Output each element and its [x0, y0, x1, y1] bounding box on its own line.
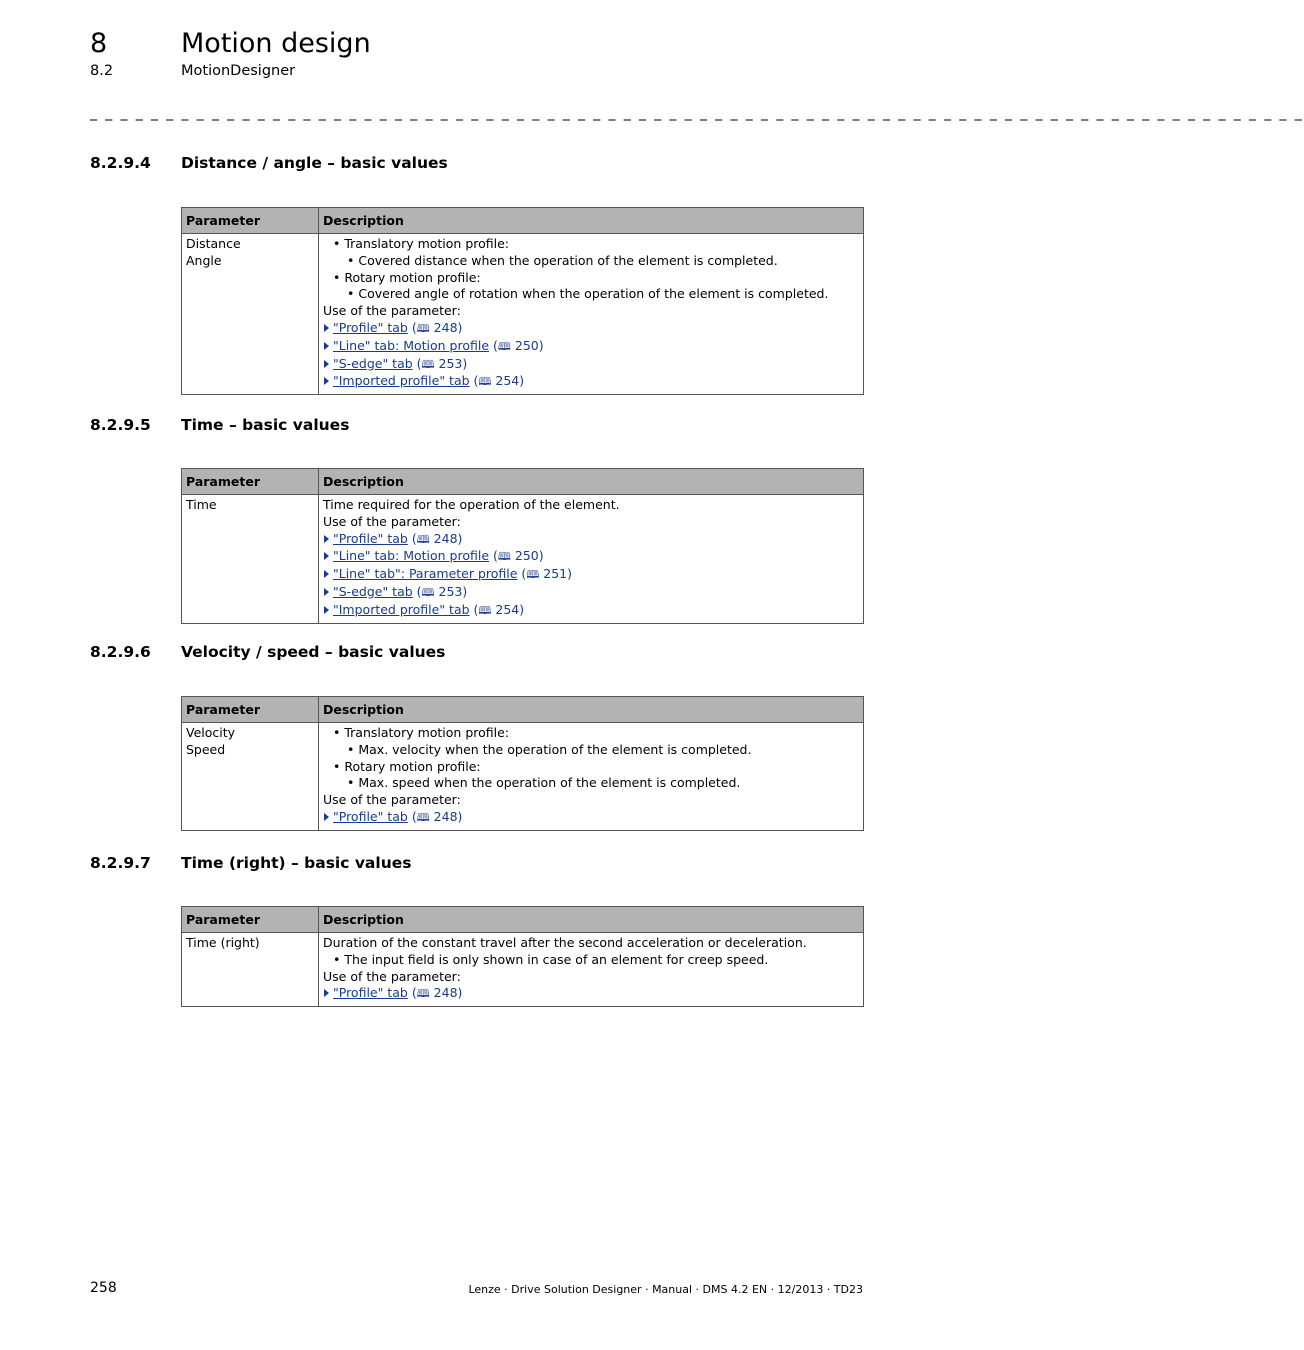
- bullet-icon: •: [347, 252, 359, 268]
- table-row: [182, 495, 864, 624]
- book-icon: 🕮: [526, 568, 540, 582]
- triangle-arrow-icon: [324, 570, 329, 578]
- page-reference[interactable]: 248: [433, 530, 458, 546]
- chapter-number: 8: [90, 28, 108, 59]
- parameter-name: Speed: [186, 741, 226, 757]
- cross-reference-link[interactable]: "Imported profile" tab (🕮 254): [323, 373, 859, 391]
- book-icon: 🕮: [416, 321, 430, 335]
- triangle-arrow-icon: [324, 324, 329, 332]
- triangle-arrow-icon: [324, 606, 329, 614]
- bullet-icon: •: [347, 286, 359, 302]
- parameter-cell: [182, 234, 319, 395]
- section-heading-title: Time (right) – basic values: [181, 854, 412, 872]
- description-cell: [319, 723, 864, 831]
- page-reference[interactable]: 250: [514, 548, 539, 564]
- description-text: [323, 935, 859, 952]
- bullet-text: Max. velocity when the operation of the element is completed.: [358, 741, 752, 757]
- page-reference[interactable]: 254: [495, 373, 520, 389]
- footer-document-info: Lenze · Drive Solution Designer · Manual · DMS 4.2 EN · 12/2013 · TD23: [468, 1283, 863, 1296]
- bullet-item: [323, 253, 859, 270]
- triangle-arrow-icon: [324, 342, 329, 350]
- page-reference[interactable]: 248: [433, 985, 458, 1001]
- parameter-name: Time (right): [186, 935, 260, 950]
- book-icon: 🕮: [416, 810, 430, 824]
- parameter-name: Distance: [186, 236, 241, 251]
- book-icon: 🕮: [421, 585, 435, 599]
- page-reference[interactable]: 250: [514, 337, 539, 353]
- table-header-row: [182, 469, 864, 495]
- bullet-item: [323, 742, 859, 759]
- bullet-text: Translatory motion profile:: [344, 236, 510, 251]
- section-heading-number: 8.2.9.5: [90, 416, 151, 434]
- bullet-text: Duration of the constant travel after the second acceleration or deceleration.: [323, 935, 807, 950]
- parameter-name: Velocity: [186, 725, 236, 740]
- table-header-row: [182, 208, 864, 234]
- page-reference[interactable]: 248: [433, 319, 458, 335]
- link-text[interactable]: "Line" tab: Motion profile: [333, 337, 490, 353]
- description-cell: [319, 933, 864, 1007]
- section-heading: [90, 416, 864, 436]
- description-text: [323, 969, 859, 986]
- description-text: [323, 497, 859, 514]
- bullet-item: [323, 725, 859, 742]
- cross-reference-link[interactable]: "Profile" tab (🕮 248): [323, 809, 859, 827]
- description-cell: [319, 495, 864, 624]
- bullet-text: Use of the parameter:: [323, 968, 461, 984]
- page-reference[interactable]: 254: [495, 601, 520, 617]
- section-heading: [90, 154, 864, 174]
- bullet-text: Rotary motion profile:: [344, 269, 481, 285]
- bullet-icon: •: [333, 951, 345, 967]
- bullet-text: Rotary motion profile:: [344, 758, 481, 774]
- cross-reference-link[interactable]: "Line" tab: Motion profile (🕮 250): [323, 548, 859, 566]
- cross-reference-link[interactable]: "S-edge" tab (🕮 253): [323, 584, 859, 602]
- bullet-icon: •: [333, 269, 345, 285]
- column-header-description: Description: [319, 469, 864, 495]
- book-icon: 🕮: [421, 357, 435, 371]
- parameter-cell: [182, 723, 319, 831]
- bullet-item: [323, 286, 859, 303]
- link-text[interactable]: "Line" tab: Motion profile: [333, 548, 490, 564]
- parameter-table: [181, 906, 864, 1007]
- book-icon: 🕮: [497, 339, 511, 353]
- cross-reference-link[interactable]: "Profile" tab (🕮 248): [323, 531, 859, 549]
- section-heading-title: Time – basic values: [181, 416, 350, 434]
- section-velocity-speed: [90, 643, 864, 824]
- cross-reference-link[interactable]: "Imported profile" tab (🕮 254): [323, 602, 859, 620]
- section-heading: [90, 854, 864, 874]
- cross-reference-link[interactable]: "Line" tab": Parameter profile (🕮 251): [323, 566, 859, 584]
- parameter-table: [181, 696, 864, 831]
- section-heading-number: 8.2.9.7: [90, 854, 151, 872]
- column-header-description: Description: [319, 208, 864, 234]
- section-heading-number: 8.2.9.6: [90, 643, 151, 661]
- section-heading-title: Distance / angle – basic values: [181, 154, 448, 172]
- bullet-item: [323, 775, 859, 792]
- description-text: [323, 303, 859, 320]
- description-text: [323, 792, 859, 809]
- parameter-table: [181, 468, 864, 624]
- table-row: [182, 723, 864, 831]
- bullet-icon: •: [333, 758, 345, 774]
- cross-reference-link[interactable]: "Line" tab: Motion profile (🕮 250): [323, 338, 859, 356]
- description-cell: [319, 234, 864, 395]
- link-text[interactable]: "Profile" tab: [333, 985, 408, 1001]
- triangle-arrow-icon: [324, 552, 329, 560]
- link-text[interactable]: "Imported profile" tab: [333, 373, 470, 389]
- triangle-arrow-icon: [324, 535, 329, 543]
- triangle-arrow-icon: [324, 360, 329, 368]
- footer-page-number: 258: [90, 1280, 117, 1296]
- link-text[interactable]: "Line" tab": Parameter profile: [333, 566, 518, 582]
- column-header-parameter: Parameter: [182, 469, 319, 495]
- book-icon: 🕮: [416, 532, 430, 546]
- parameter-name: Time: [186, 497, 217, 512]
- bullet-item: [323, 270, 859, 287]
- section-heading-number: 8.2.9.4: [90, 154, 151, 172]
- bullet-icon: •: [333, 236, 345, 251]
- bullet-text: Use of the parameter:: [323, 792, 461, 808]
- parameter-cell: [182, 933, 319, 1007]
- table-row: [182, 234, 864, 395]
- triangle-arrow-icon: [324, 377, 329, 385]
- book-icon: 🕮: [497, 550, 511, 564]
- column-header-parameter: Parameter: [182, 208, 319, 234]
- bullet-icon: •: [333, 725, 345, 740]
- bullet-item: [323, 759, 859, 776]
- page-reference[interactable]: 248: [433, 808, 458, 824]
- book-icon: 🕮: [416, 987, 430, 1001]
- bullet-text: Time required for the operation of the element.: [323, 497, 620, 512]
- cross-reference-link[interactable]: "Profile" tab (🕮 248): [323, 320, 859, 338]
- page-reference[interactable]: 253: [438, 583, 463, 599]
- link-text[interactable]: "Profile" tab: [333, 808, 408, 824]
- link-text[interactable]: "Profile" tab: [333, 319, 408, 335]
- column-header-description: Description: [319, 697, 864, 723]
- table-header-row: [182, 907, 864, 933]
- table-header-row: [182, 697, 864, 723]
- section-heading: [90, 643, 864, 663]
- link-text[interactable]: "Imported profile" tab: [333, 601, 470, 617]
- bullet-icon: •: [347, 741, 359, 757]
- bullet-text: The input field is only shown in case of an element for creep speed.: [344, 951, 769, 967]
- chapter-title: Motion design: [181, 28, 371, 59]
- bullet-text: Translatory motion profile:: [344, 725, 510, 740]
- bullet-item: [323, 236, 859, 253]
- link-text[interactable]: "S-edge" tab: [333, 355, 413, 371]
- triangle-arrow-icon: [324, 813, 329, 821]
- link-text[interactable]: "S-edge" tab: [333, 583, 413, 599]
- parameter-cell: [182, 495, 319, 624]
- bullet-icon: •: [347, 775, 359, 791]
- book-icon: 🕮: [478, 375, 492, 389]
- description-text: [323, 514, 859, 531]
- page-reference[interactable]: 253: [438, 355, 463, 371]
- table-row: [182, 933, 864, 1007]
- bullet-text: Use of the parameter:: [323, 303, 461, 319]
- page-reference[interactable]: 251: [543, 566, 568, 582]
- bullet-text: Covered distance when the operation of the element is completed.: [358, 252, 778, 268]
- bullet-item: [323, 952, 859, 969]
- parameter-name: Angle: [186, 252, 222, 268]
- bullet-text: Use of the parameter:: [323, 513, 461, 529]
- column-header-description: Description: [319, 907, 864, 933]
- triangle-arrow-icon: [324, 989, 329, 997]
- book-icon: 🕮: [478, 603, 492, 617]
- triangle-arrow-icon: [324, 588, 329, 596]
- section-heading-title: Velocity / speed – basic values: [181, 643, 446, 661]
- link-text[interactable]: "Profile" tab: [333, 530, 408, 546]
- section-distance-angle: [90, 154, 864, 389]
- column-header-parameter: Parameter: [182, 697, 319, 723]
- parameter-table: [181, 207, 864, 395]
- cross-reference-link[interactable]: "S-edge" tab (🕮 253): [323, 356, 859, 374]
- cross-reference-link[interactable]: "Profile" tab (🕮 248): [323, 985, 859, 1003]
- bullet-text: Max. speed when the operation of the element is completed.: [358, 775, 741, 791]
- bullet-text: Covered angle of rotation when the operation of the element is completed.: [358, 286, 829, 302]
- header-dashed-rule: _ _ _ _ _ _ _ _ _ _ _ _ _ _ _ _ _ _ _ _ _ _ _ _ _ _ _ _ _ _ _ _ _ _ _ _ _ _ _ _ _ _ _ _ _ _ _ _ _ _ _ _ _ _ _ _ _ _ _ _ _ _ _ _ _ _ _ _ _ _ _ _ _ _ _ _ _ _ _ _: [90, 105, 1304, 121]
- section-number: 8.2: [90, 63, 114, 79]
- section-title: MotionDesigner: [181, 63, 296, 79]
- column-header-parameter: Parameter: [182, 907, 319, 933]
- section-time-right: [90, 854, 864, 1001]
- section-time: [90, 416, 864, 617]
